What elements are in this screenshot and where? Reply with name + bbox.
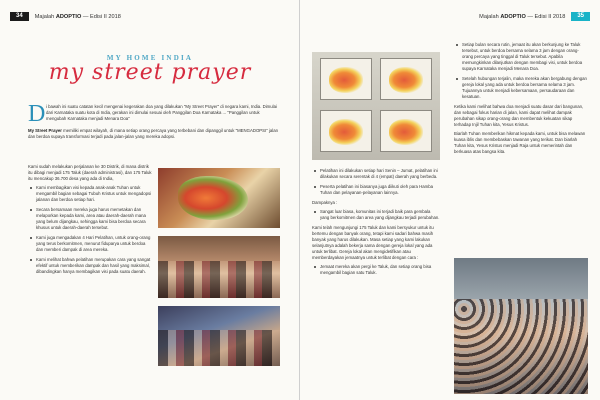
left-header — [10, 12, 127, 21]
intro-paragraph-2: My Street Prayer memiliki empat wilayah, di mana setiap orang percaya yang terbebani dan dipanggil untuk "MENGADOPSI" jalan dan berdoa supaya transformasi terjadi pada jalan-jalan yang mereka adopsi. — [28, 128, 279, 139]
right-header-text: Majalah ADOPTIO — Edisi II 2018 — [479, 13, 566, 20]
left-bullet-list — [28, 185, 152, 275]
visit-bullet-list — [454, 42, 588, 100]
list-item: Kami melihat bahwa pelatihan merupakan cara yang sangat efektif untuk memberikan dampak dan hasil yang maksimal, dibandingkan hanya membagikan visi pada suatu daerah. — [28, 257, 152, 275]
list-item: Sangat luar biasa, komunitas ini terjadi baik para gembala yang berkomitmen dan area yang dijangkau terjadi perubahan. — [312, 209, 440, 221]
article-title: my street prayer — [48, 60, 252, 85]
photo-prayer-gathering — [158, 236, 280, 298]
closing-paragraph-1: Ketika kami melihat bahwa doa menjadi suatu dasar dari bangunan, dan sebagai fokus harian di jalan, kami dapat melihat dampak perubahan sikap orang-orang dan membentuk kekuatan sikap terhadap Injil Tuhan kita, Yesus Kristus. — [454, 104, 584, 127]
far-right-column — [454, 42, 588, 158]
left-header-text: Majalah ADOPTIO — Edisi II 2018 — [34, 13, 121, 20]
photo-map-boards — [312, 52, 440, 160]
left-column-paragraph: Kami sudah melakukan perjalanan ke 30 Distrik, di mana distrik itu dibagi menjadi 175 Taluk (daerah administrasi), dan 175 Taluk itu mencakup 36.700 desa yang ada di India, — [28, 164, 152, 181]
list-item: Pelatihan ini dilakukan setiap hari Senin – Jumat, pelatihan ini dilakukan secara serentak di 4 (empat) daerah yang berbeda. — [312, 168, 440, 180]
church-bullet-list — [312, 264, 440, 276]
drop-cap: D — [28, 101, 46, 127]
dampaknya-label: Dampaknya : — [312, 200, 338, 205]
list-item: Kami membagikan visi kepada anak-anak Tuhan untuk mengambil bagian sebagai Tubuh Kristus untuk mengadopsi jalanan dan berdoa setiap hari. — [28, 185, 152, 203]
list-item: Peserta pelatihan ini biasanya juga diikuti oleh para Hamba Tuhan dan pelayanan-pelayanan lainnya. — [312, 184, 440, 196]
right-page-number: 35 — [571, 12, 590, 21]
right-column-paragraph: Kami telah mengunjungi 175 Taluk dan kami bersyukur untuk itu bertemu dengan banyak orang, tetapi kami sadari bahwa masih banyak yang harus dilakukan. Masa setiap yang kami lakukan selanjutnya adalah bekerja sama dengan gereja lokal yang ada untuk terlibat. Gereja lokal akan mengidetifikan atau memberdayakan jemaatnya untuk terlibat dengan cara : — [312, 225, 434, 260]
list-item: Kami juga mengadakan 4 Hari Pelatihan, untuk orang-orang yang terus berkomitmen, menurut fiduparya untuk berdoa dan memberi dampak di area mereka. — [28, 235, 152, 253]
impact-bullet-list — [312, 209, 440, 221]
photo-training-session — [158, 306, 280, 366]
intro-paragraph: i bawah ini suatu catatan kecil mengenai kegerakan doa yang dilakukan "My Street Prayer" di negara kami, India. Dimulai dari Karnataka suatu kota di India, gerakan ini dimulai sesuai oleh Panggilan Doa Karnataka ... "Panggilan untuk mengubah Karnataka menjadi Menara Doa" — [46, 104, 277, 121]
right-page — [300, 0, 600, 400]
section-kicker: MY HOME INDIA — [106, 54, 194, 62]
list-item: Jemaat mereka akan pergi ke Taluk, dan setiap orang bisa mengambil bagian satu Taluk. — [312, 264, 440, 276]
list-item: Secara bersamaan mereka juga harus memetakan dan melaporkan kepada kami, area atau daerah-daerah mana yang belum dijangkau, sehingga kami bisa berdoa secara khusus untuk daerah-daerah tersebut. — [28, 207, 152, 231]
list-item: Setelah hubungan terjalin, maka mereka akan bergabung dengan gereja lokal yang ada untuk berdoa bersama selama 3 jam. Tujuannya untuk menjadi kebersamaan, persaudaraan dan kesatuan. — [454, 76, 588, 100]
right-column — [312, 168, 440, 280]
training-bullet-list — [312, 168, 440, 196]
left-column — [28, 164, 152, 279]
closing-paragraph-2: Biarlah Tuhan memberikan hikmat kepada kami, untuk bisa melawan kuasa iblis dan membebaskan tawanan yang terikat. Dan biarlah Tuhan kita, Yesus Kristus menjadi Raja untuk memerintah dan berkuasa atas bangsa kita. — [454, 131, 586, 154]
right-header — [473, 12, 590, 21]
left-page-number: 34 — [10, 12, 29, 21]
photo-large-congregation — [454, 258, 588, 394]
list-item: Setiap bulan secara rutin, jemaat itu akan berkunjung ke Taluk tersebut, untuk berdoa bersama selama 3 jam dengan orang-orang percaya yang tinggal di Taluk tersebut. Apabila memungkinkan dilanjutkan dengan membagi visi, untuk berdoa supaya Karnataka menjadi Menara Doa. — [454, 42, 588, 72]
photo-karnataka-map-board — [158, 168, 280, 228]
